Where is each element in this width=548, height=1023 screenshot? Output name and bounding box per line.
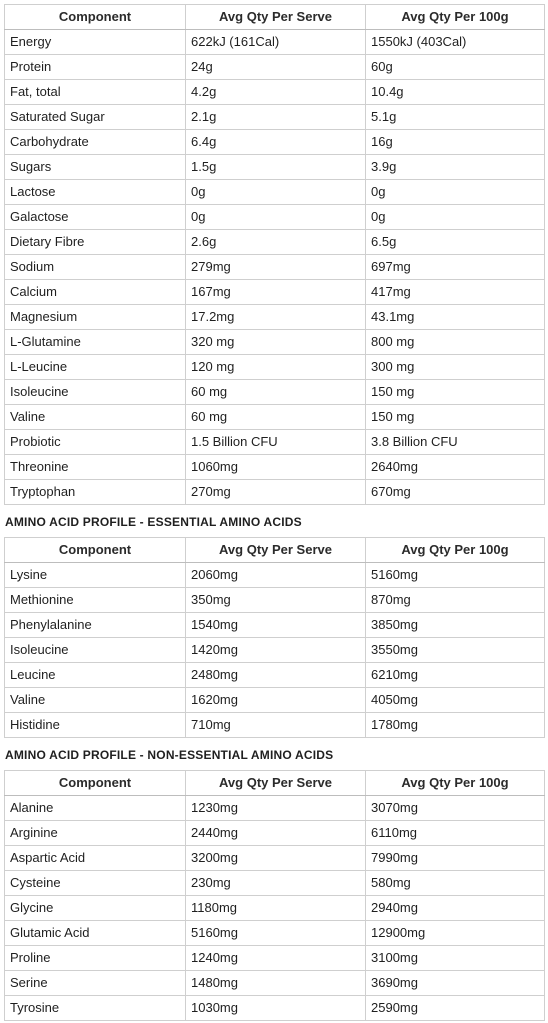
- per-100g-cell: 150 mg: [366, 405, 545, 430]
- table-row: [5, 305, 545, 330]
- per-100g-cell: 1780mg: [366, 713, 545, 738]
- component-cell: Leucine: [5, 663, 186, 688]
- per-100g-cell: 10.4g: [366, 80, 545, 105]
- component-cell: Energy: [5, 30, 186, 55]
- component-cell: Alanine: [5, 796, 186, 821]
- per-100g-cell: 6210mg: [366, 663, 545, 688]
- per-100g-cell: 43.1mg: [366, 305, 545, 330]
- per-100g-cell: 2590mg: [366, 996, 545, 1021]
- table-row: [5, 355, 545, 380]
- table-row: [5, 105, 545, 130]
- component-cell: Lactose: [5, 180, 186, 205]
- per-100g-cell: 3550mg: [366, 638, 545, 663]
- table-row: [5, 588, 545, 613]
- per-serve-cell: 2.6g: [186, 230, 366, 255]
- component-cell: Lysine: [5, 563, 186, 588]
- header-component: Component: [5, 538, 186, 563]
- per-100g-cell: 3850mg: [366, 613, 545, 638]
- per-serve-cell: 350mg: [186, 588, 366, 613]
- component-cell: Glycine: [5, 896, 186, 921]
- non-essential-amino-acids-heading: AMINO ACID PROFILE - NON-ESSENTIAL AMINO ACIDS: [5, 748, 334, 762]
- per-100g-cell: 0g: [366, 205, 545, 230]
- table-row: [5, 663, 545, 688]
- component-cell: Aspartic Acid: [5, 846, 186, 871]
- header-per-serve: Avg Qty Per Serve: [186, 771, 366, 796]
- table-row: [5, 946, 545, 971]
- component-cell: Phenylalanine: [5, 613, 186, 638]
- per-serve-cell: 1180mg: [186, 896, 366, 921]
- component-cell: Histidine: [5, 713, 186, 738]
- component-cell: Isoleucine: [5, 638, 186, 663]
- per-serve-cell: 0g: [186, 180, 366, 205]
- per-100g-cell: 300 mg: [366, 355, 545, 380]
- table-row: [5, 205, 545, 230]
- component-cell: Serine: [5, 971, 186, 996]
- header-per-100g: Avg Qty Per 100g: [366, 5, 545, 30]
- per-100g-cell: 5.1g: [366, 105, 545, 130]
- per-100g-cell: 3070mg: [366, 796, 545, 821]
- table-row: [5, 688, 545, 713]
- table-row: [5, 821, 545, 846]
- per-serve-cell: 1060mg: [186, 455, 366, 480]
- per-100g-cell: 800 mg: [366, 330, 545, 355]
- header-per-serve: Avg Qty Per Serve: [186, 538, 366, 563]
- per-serve-cell: 167mg: [186, 280, 366, 305]
- table-row: [5, 613, 545, 638]
- table-header-row: [5, 5, 545, 30]
- component-cell: Saturated Sugar: [5, 105, 186, 130]
- per-100g-cell: 60g: [366, 55, 545, 80]
- per-100g-cell: 3.8 Billion CFU: [366, 430, 545, 455]
- per-serve-cell: 1230mg: [186, 796, 366, 821]
- essential-amino-acids-heading: AMINO ACID PROFILE - ESSENTIAL AMINO ACIDS: [5, 515, 302, 529]
- table-row: [5, 80, 545, 105]
- component-cell: Tryptophan: [5, 480, 186, 505]
- table-row: [5, 455, 545, 480]
- table-row: [5, 255, 545, 280]
- table-row: [5, 996, 545, 1021]
- per-100g-cell: 670mg: [366, 480, 545, 505]
- header-per-100g: Avg Qty Per 100g: [366, 771, 545, 796]
- component-cell: Sugars: [5, 155, 186, 180]
- component-cell: Valine: [5, 688, 186, 713]
- per-100g-cell: 580mg: [366, 871, 545, 896]
- table-row: [5, 638, 545, 663]
- per-100g-cell: 1550kJ (403Cal): [366, 30, 545, 55]
- per-serve-cell: 230mg: [186, 871, 366, 896]
- non-essential-amino-acids-table: [4, 770, 545, 1021]
- per-100g-cell: 3100mg: [366, 946, 545, 971]
- per-serve-cell: 1.5 Billion CFU: [186, 430, 366, 455]
- per-serve-cell: 1030mg: [186, 996, 366, 1021]
- header-per-100g: Avg Qty Per 100g: [366, 538, 545, 563]
- per-100g-cell: 3690mg: [366, 971, 545, 996]
- table-row: [5, 896, 545, 921]
- table-row: [5, 480, 545, 505]
- per-serve-cell: 4.2g: [186, 80, 366, 105]
- per-serve-cell: 0g: [186, 205, 366, 230]
- per-100g-cell: 7990mg: [366, 846, 545, 871]
- per-serve-cell: 60 mg: [186, 380, 366, 405]
- component-cell: Fat, total: [5, 80, 186, 105]
- component-cell: L-Glutamine: [5, 330, 186, 355]
- component-cell: Threonine: [5, 455, 186, 480]
- per-serve-cell: 5160mg: [186, 921, 366, 946]
- per-100g-cell: 2640mg: [366, 455, 545, 480]
- component-cell: Proline: [5, 946, 186, 971]
- per-100g-cell: 870mg: [366, 588, 545, 613]
- table-row: [5, 180, 545, 205]
- component-cell: Isoleucine: [5, 380, 186, 405]
- table-row: [5, 713, 545, 738]
- per-100g-cell: 5160mg: [366, 563, 545, 588]
- table-header-row: [5, 538, 545, 563]
- table-row: [5, 405, 545, 430]
- component-cell: Valine: [5, 405, 186, 430]
- per-serve-cell: 6.4g: [186, 130, 366, 155]
- per-serve-cell: 1420mg: [186, 638, 366, 663]
- table-row: [5, 921, 545, 946]
- component-cell: Galactose: [5, 205, 186, 230]
- per-serve-cell: 1.5g: [186, 155, 366, 180]
- component-cell: Carbohydrate: [5, 130, 186, 155]
- per-serve-cell: 24g: [186, 55, 366, 80]
- per-serve-cell: 622kJ (161Cal): [186, 30, 366, 55]
- per-100g-cell: 12900mg: [366, 921, 545, 946]
- table-row: [5, 280, 545, 305]
- per-100g-cell: 6110mg: [366, 821, 545, 846]
- per-serve-cell: 270mg: [186, 480, 366, 505]
- table-row: [5, 971, 545, 996]
- table-row: [5, 563, 545, 588]
- per-serve-cell: 120 mg: [186, 355, 366, 380]
- table-row: [5, 155, 545, 180]
- per-serve-cell: 2480mg: [186, 663, 366, 688]
- nutrition-table: [4, 4, 545, 505]
- per-serve-cell: 17.2mg: [186, 305, 366, 330]
- per-serve-cell: 710mg: [186, 713, 366, 738]
- per-serve-cell: 3200mg: [186, 846, 366, 871]
- component-cell: Probiotic: [5, 430, 186, 455]
- per-100g-cell: 417mg: [366, 280, 545, 305]
- essential-amino-acids-table: [4, 537, 545, 738]
- per-100g-cell: 150 mg: [366, 380, 545, 405]
- component-cell: Calcium: [5, 280, 186, 305]
- per-100g-cell: 3.9g: [366, 155, 545, 180]
- header-component: Component: [5, 5, 186, 30]
- table-row: [5, 130, 545, 155]
- per-serve-cell: 1240mg: [186, 946, 366, 971]
- per-serve-cell: 2.1g: [186, 105, 366, 130]
- component-cell: L-Leucine: [5, 355, 186, 380]
- table-row: [5, 55, 545, 80]
- per-100g-cell: 0g: [366, 180, 545, 205]
- component-cell: Glutamic Acid: [5, 921, 186, 946]
- per-100g-cell: 6.5g: [366, 230, 545, 255]
- component-cell: Arginine: [5, 821, 186, 846]
- component-cell: Dietary Fibre: [5, 230, 186, 255]
- per-100g-cell: 697mg: [366, 255, 545, 280]
- component-cell: Cysteine: [5, 871, 186, 896]
- per-serve-cell: 1540mg: [186, 613, 366, 638]
- component-cell: Sodium: [5, 255, 186, 280]
- table-header-row: [5, 771, 545, 796]
- per-100g-cell: 16g: [366, 130, 545, 155]
- component-cell: Methionine: [5, 588, 186, 613]
- component-cell: Tyrosine: [5, 996, 186, 1021]
- table-row: [5, 30, 545, 55]
- table-row: [5, 871, 545, 896]
- header-component: Component: [5, 771, 186, 796]
- component-cell: Protein: [5, 55, 186, 80]
- component-cell: Magnesium: [5, 305, 186, 330]
- table-row: [5, 330, 545, 355]
- table-row: [5, 430, 545, 455]
- per-serve-cell: 279mg: [186, 255, 366, 280]
- per-100g-cell: 4050mg: [366, 688, 545, 713]
- table-row: [5, 230, 545, 255]
- per-100g-cell: 2940mg: [366, 896, 545, 921]
- per-serve-cell: 1480mg: [186, 971, 366, 996]
- per-serve-cell: 320 mg: [186, 330, 366, 355]
- per-serve-cell: 60 mg: [186, 405, 366, 430]
- table-row: [5, 796, 545, 821]
- per-serve-cell: 2440mg: [186, 821, 366, 846]
- table-row: [5, 846, 545, 871]
- per-serve-cell: 1620mg: [186, 688, 366, 713]
- header-per-serve: Avg Qty Per Serve: [186, 5, 366, 30]
- per-serve-cell: 2060mg: [186, 563, 366, 588]
- table-row: [5, 380, 545, 405]
